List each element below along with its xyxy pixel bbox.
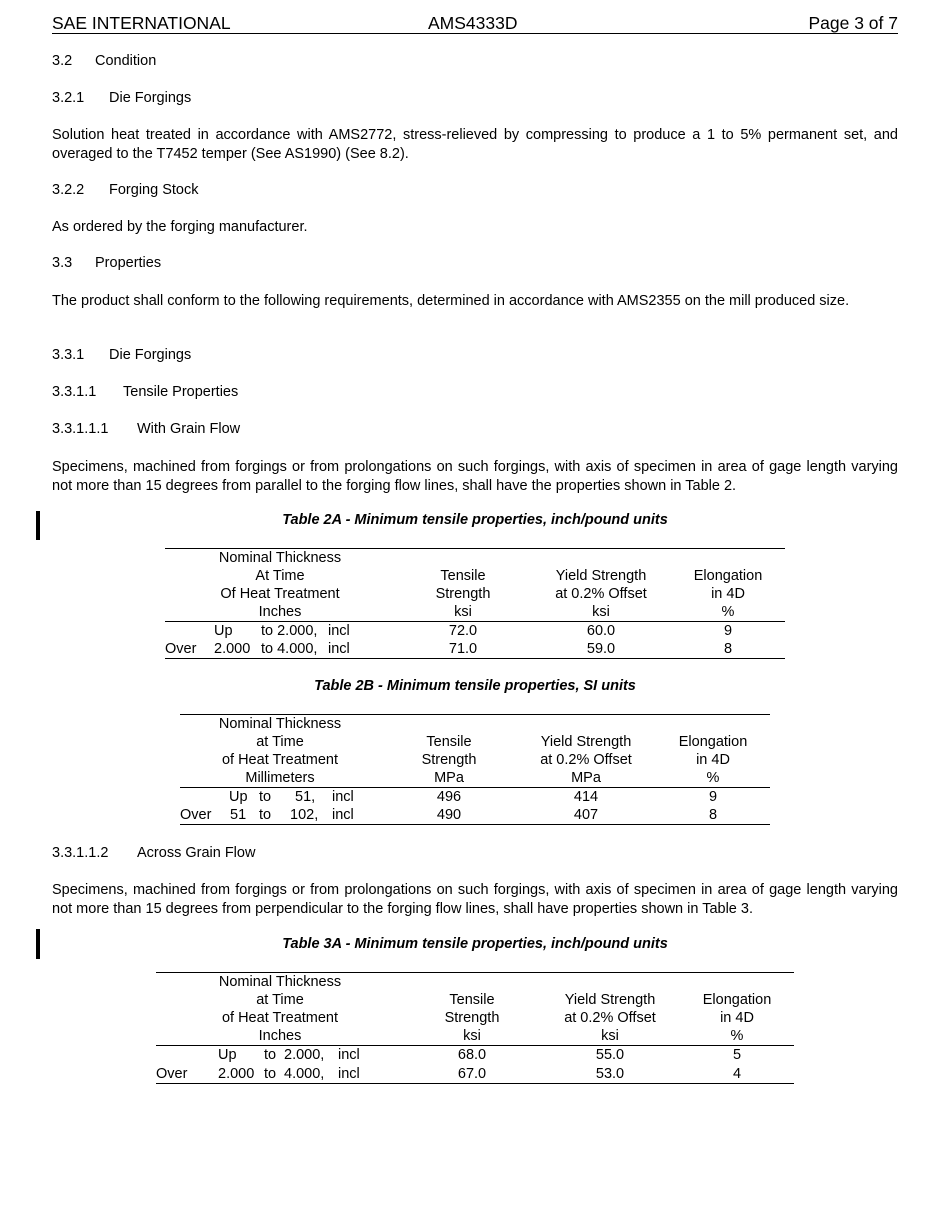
cell-prefix: Over xyxy=(156,1066,188,1082)
col-header-thickness: at Time xyxy=(256,992,304,1008)
cell-incl: incl xyxy=(332,789,354,805)
table-3a xyxy=(156,972,794,1084)
cell-elongation: 4 xyxy=(732,1066,742,1082)
col-header-tensile: ksi xyxy=(454,604,472,620)
col-header-yield: Yield Strength xyxy=(564,992,656,1008)
cell-tensile: 490 xyxy=(436,807,462,823)
table-3a-caption: Table 3A - Minimum tensile properties, inch/pound units xyxy=(282,936,668,952)
section-3-3-1-heading xyxy=(52,347,191,363)
cell-to: to 4.000, xyxy=(261,641,318,657)
paragraph-3-3: The product shall conform to the following requirements, determined in accordance with AMS2355 on the mill produced size. xyxy=(52,293,850,309)
cell-incl: incl xyxy=(332,807,354,823)
col-header-thickness: of Heat Treatment xyxy=(221,752,339,768)
section-number: 3.3.1.1.1 xyxy=(52,421,109,437)
cell-value: 102, xyxy=(290,807,319,823)
cell-incl: incl xyxy=(338,1066,360,1082)
col-header-tensile: MPa xyxy=(434,770,464,786)
col-header-tensile: Tensile xyxy=(449,992,495,1008)
cell-yield: 414 xyxy=(573,789,599,805)
col-header-thickness: Of Heat Treatment xyxy=(220,586,340,602)
col-header-elongation: Elongation xyxy=(693,568,763,584)
col-header-thickness: at Time xyxy=(256,734,304,750)
cell-yield: 59.0 xyxy=(586,641,616,657)
col-header-tensile: Strength xyxy=(421,752,477,768)
section-3-3-1-1-2-heading xyxy=(52,845,255,861)
section-number: 3.2.2 xyxy=(52,182,85,198)
section-number: 3.3.1.1.2 xyxy=(52,845,109,861)
col-header-elongation: in 4D xyxy=(711,586,745,602)
col-header-thickness: Inches xyxy=(258,604,302,620)
section-number: 3.2 xyxy=(52,53,73,69)
cell-value: 51, xyxy=(295,789,316,805)
cell-value: 4.000, xyxy=(284,1066,325,1082)
table-2b xyxy=(180,714,770,826)
header-doc-number: AMS4333D xyxy=(428,13,518,33)
section-3-3-heading xyxy=(52,255,161,271)
header-page-number: Page 3 of 7 xyxy=(808,13,898,33)
cell-tensile: 67.0 xyxy=(457,1066,487,1082)
col-header-thickness: Millimeters xyxy=(245,770,315,786)
section-3-2-1-heading xyxy=(52,90,191,106)
table-rule xyxy=(156,1083,794,1084)
col-header-elongation: Elongation xyxy=(702,992,772,1008)
section-number: 3.2.1 xyxy=(52,90,85,106)
cell-elongation: 8 xyxy=(723,641,733,657)
col-header-thickness: Nominal Thickness xyxy=(218,716,342,732)
cell-yield: 53.0 xyxy=(595,1066,625,1082)
cell-yield: 60.0 xyxy=(586,623,616,639)
cell-to: to 2.000, xyxy=(261,623,318,639)
col-header-yield: at 0.2% Offset xyxy=(555,586,647,602)
cell-from: 51 xyxy=(230,807,247,823)
section-title: Tensile Properties xyxy=(123,384,239,400)
cell-to: to xyxy=(264,1047,277,1063)
cell-elongation: 9 xyxy=(723,623,733,639)
col-header-thickness: Inches xyxy=(258,1028,302,1044)
col-header-tensile: Tensile xyxy=(426,734,472,750)
cell-prefix: Over xyxy=(180,807,212,823)
cell-tensile: 68.0 xyxy=(457,1047,487,1063)
col-header-yield: at 0.2% Offset xyxy=(564,1010,656,1026)
cell-from: Up xyxy=(218,1047,237,1063)
section-number: 3.3.1 xyxy=(52,347,85,363)
cell-elongation: 9 xyxy=(708,789,718,805)
cell-yield: 55.0 xyxy=(595,1047,625,1063)
cell-tensile: 71.0 xyxy=(448,641,478,657)
col-header-elongation: % xyxy=(721,604,735,620)
section-title: Die Forgings xyxy=(109,347,192,363)
paragraph-3-2-1: Solution heat treated in accordance with AMS2772, stress-relieved by compressing to produce a 1 to 5% permanent set, and overaged to the T7452 temper (See AS1990) (See 8.2). xyxy=(52,127,898,162)
cell-incl: incl xyxy=(328,623,350,639)
col-header-elongation: in 4D xyxy=(696,752,730,768)
cell-value: 2.000, xyxy=(284,1047,325,1063)
col-header-thickness: Nominal Thickness xyxy=(218,550,342,566)
col-header-tensile: ksi xyxy=(463,1028,481,1044)
table-rule xyxy=(165,658,785,659)
col-header-elongation: % xyxy=(730,1028,744,1044)
cell-elongation: 8 xyxy=(708,807,718,823)
section-3-3-1-1-heading xyxy=(52,384,238,400)
section-3-2-heading xyxy=(52,53,156,69)
col-header-yield: ksi xyxy=(601,1028,619,1044)
section-title: Properties xyxy=(95,255,162,271)
cell-from: 2.000 xyxy=(218,1066,255,1082)
header-org: SAE INTERNATIONAL xyxy=(52,13,231,33)
section-3-2-2-heading xyxy=(52,182,198,198)
cell-incl: incl xyxy=(328,641,350,657)
cell-from: Up xyxy=(229,789,248,805)
cell-incl: incl xyxy=(338,1047,360,1063)
cell-prefix: Over xyxy=(165,641,197,657)
section-3-3-1-1-1-heading xyxy=(52,421,240,437)
cell-tensile: 496 xyxy=(436,789,462,805)
section-title: Forging Stock xyxy=(109,182,199,198)
section-number: 3.3.1.1 xyxy=(52,384,97,400)
col-header-elongation: % xyxy=(706,770,720,786)
cell-from: 2.000 xyxy=(214,641,251,657)
cell-tensile: 72.0 xyxy=(448,623,478,639)
col-header-yield: at 0.2% Offset xyxy=(540,752,632,768)
col-header-thickness: At Time xyxy=(255,568,305,584)
paragraph-3-2-2: As ordered by the forging manufacturer. xyxy=(52,219,308,235)
col-header-thickness: Nominal Thickness xyxy=(218,974,342,990)
cell-from: Up xyxy=(214,623,233,639)
col-header-thickness: of Heat Treatment xyxy=(221,1010,339,1026)
col-header-yield: Yield Strength xyxy=(540,734,632,750)
col-header-yield: MPa xyxy=(571,770,601,786)
table-2a-caption: Table 2A - Minimum tensile properties, inch/pound units xyxy=(282,512,668,528)
paragraph-3-3-1-1-1: Specimens, machined from forgings or from prolongations on such forgings, with axis of specimen in area of gage length varying not more than 15 degrees from parallel to the forging flow lines, shall have the properties shown in Table 2. xyxy=(52,459,898,494)
cell-to: to xyxy=(259,807,272,823)
cell-elongation: 5 xyxy=(732,1047,742,1063)
cell-to: to xyxy=(264,1066,277,1082)
col-header-elongation: in 4D xyxy=(720,1010,754,1026)
cell-to: to xyxy=(259,789,272,805)
section-title: Condition xyxy=(95,53,157,69)
page-header xyxy=(52,13,898,34)
section-title: Across Grain Flow xyxy=(137,845,256,861)
section-title: Die Forgings xyxy=(109,90,192,106)
cell-yield: 407 xyxy=(573,807,599,823)
table-2b-caption: Table 2B - Minimum tensile properties, SI units xyxy=(314,678,636,694)
col-header-tensile: Tensile xyxy=(440,568,486,584)
col-header-yield: ksi xyxy=(592,604,610,620)
col-header-elongation: Elongation xyxy=(678,734,748,750)
table-2a xyxy=(165,548,785,660)
col-header-yield: Yield Strength xyxy=(555,568,647,584)
section-title: With Grain Flow xyxy=(137,421,241,437)
table-rule xyxy=(180,824,770,825)
col-header-tensile: Strength xyxy=(444,1010,500,1026)
section-number: 3.3 xyxy=(52,255,73,271)
col-header-tensile: Strength xyxy=(435,586,491,602)
paragraph-3-3-1-1-2: Specimens, machined from forgings or from prolongations on such forgings, with axis of specimen in area of gage length varying not more than 15 degrees from perpendicular to the forging flow lines, shall have properties shown in Table 3. xyxy=(52,882,898,917)
